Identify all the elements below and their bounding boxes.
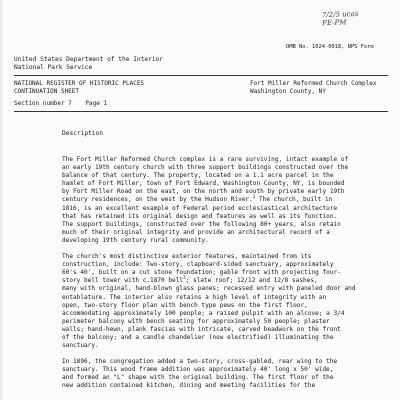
- text-line-with-footnote: [62, 277, 392, 285]
- text-line: much of their original integrity and provide an architectural record of a: [62, 228, 330, 236]
- text-fragment: story bell tower with c.1870 bell: [62, 277, 184, 285]
- property-county: Washington County, NY: [250, 87, 326, 95]
- text-line: construction, include: Two-story, clapboard-sided sanctuary, approximately: [62, 261, 334, 269]
- agency-header: [14, 56, 163, 72]
- form-title: [14, 80, 144, 95]
- text-line: and formed an "L" shape with the original building. The first floor of the: [62, 374, 334, 382]
- text-line: open, two-story floor plan with bench type pews on the first floor,: [62, 301, 308, 309]
- text-line: hamlet of Fort Miller, town of Fort Edward, Washington County, NY, is bounded: [62, 180, 345, 188]
- text-line: of the balcony; and a candle chandelier (now electrified) illuminating the: [62, 333, 334, 341]
- text-line: new addition contained kitchen, dining and meeting facilities for the: [62, 382, 316, 390]
- text-line: walls; hand-hewn, plank fascias with intricate, carved beadwork on the front: [62, 325, 341, 333]
- text-line: by Fort Miller Road on the east, on the north and south by private early 19th: [62, 188, 345, 196]
- agency-service: National Park Service: [14, 64, 93, 71]
- text-line: that has retained its original design and features as well as its function.: [62, 212, 338, 220]
- text-line: sanctuary.: [62, 342, 99, 350]
- form-title-line-1: NATIONAL REGISTER OF HISTORIC PLACES: [14, 80, 145, 87]
- handwritten-line-2: FE-PM: [322, 18, 347, 28]
- description-body: [62, 156, 392, 399]
- handwritten-line-1: 7/2/5 ucas: [321, 9, 359, 20]
- handwritten-annotation: [322, 9, 393, 27]
- agency-department: United States Department of the Interior: [14, 56, 164, 63]
- text-line: The support buildings, constructed over the following 80+ years, also retain: [62, 220, 341, 228]
- paragraph-3: [62, 358, 392, 390]
- property-name: Fort Miller Reformed Church Complex: [250, 80, 377, 87]
- text-line: The Fort Miller Reformed Church complex is a rare surviving, intact example of: [62, 156, 349, 163]
- section-number: Section number 7: [14, 100, 72, 107]
- header-rule-bottom: [14, 111, 388, 112]
- text-line: 1816, is an excellent example of Federal period ecclesiastical architecture: [62, 204, 338, 212]
- page-number: Page 1: [85, 100, 108, 107]
- text-line: developing 19th century rural community.: [62, 236, 209, 244]
- page-edge-shadow: [0, 0, 4, 400]
- paragraph-2: [62, 253, 392, 350]
- text-line: balance of that century. The property, located on a 1.1 acre parcel in the: [62, 172, 334, 180]
- text-line: 60's 40', built on a cut stone foundation; gable front with projecting four-: [62, 269, 341, 277]
- text-fragment: ; slate roof; 12/12 and 12/8 sashes,: [185, 277, 318, 285]
- footnote-marker: 2: [183, 275, 186, 281]
- footnote-marker: 1: [252, 194, 256, 200]
- text-line: perimeter balcony with bench seating for approximately 50 people; plaster: [62, 317, 330, 325]
- text-fragment: century residences, on the west by the Hudson River.: [62, 196, 253, 204]
- form-title-line-2: CONTINUATION SHEET: [14, 87, 80, 95]
- text-line: accommodating approximately 100 people; a raised pulpit with an alcove; a 3/4: [62, 309, 345, 317]
- text-line: In 1896, the congregation added a two-story, cross-gabled, rear wing to the: [62, 358, 338, 366]
- omb-number: OMB No. 1024-0018, NPS Form: [286, 44, 374, 50]
- text-line: an early 19th century church with three support buildings constructed over the: [62, 164, 349, 172]
- section-heading: Description: [62, 130, 103, 137]
- text-line: many with original, hand-blown glass panes; recessed entry with paneled door and: [62, 285, 356, 293]
- property-info: [250, 80, 376, 95]
- text-line: entablature. The interior also retains a high level of integrity with an: [62, 293, 327, 301]
- text-line: sanctuary. This wood frame addition was approximately 40' long x 50' wide,: [62, 366, 334, 374]
- text-fragment: The church, built in: [255, 196, 333, 204]
- paragraph-1: [62, 156, 392, 245]
- header-rule-top: [14, 75, 388, 76]
- section-info: [14, 100, 117, 107]
- text-line: The church's most distinctive exterior features, maintained from its: [62, 253, 312, 261]
- text-line-with-footnote: [62, 196, 392, 204]
